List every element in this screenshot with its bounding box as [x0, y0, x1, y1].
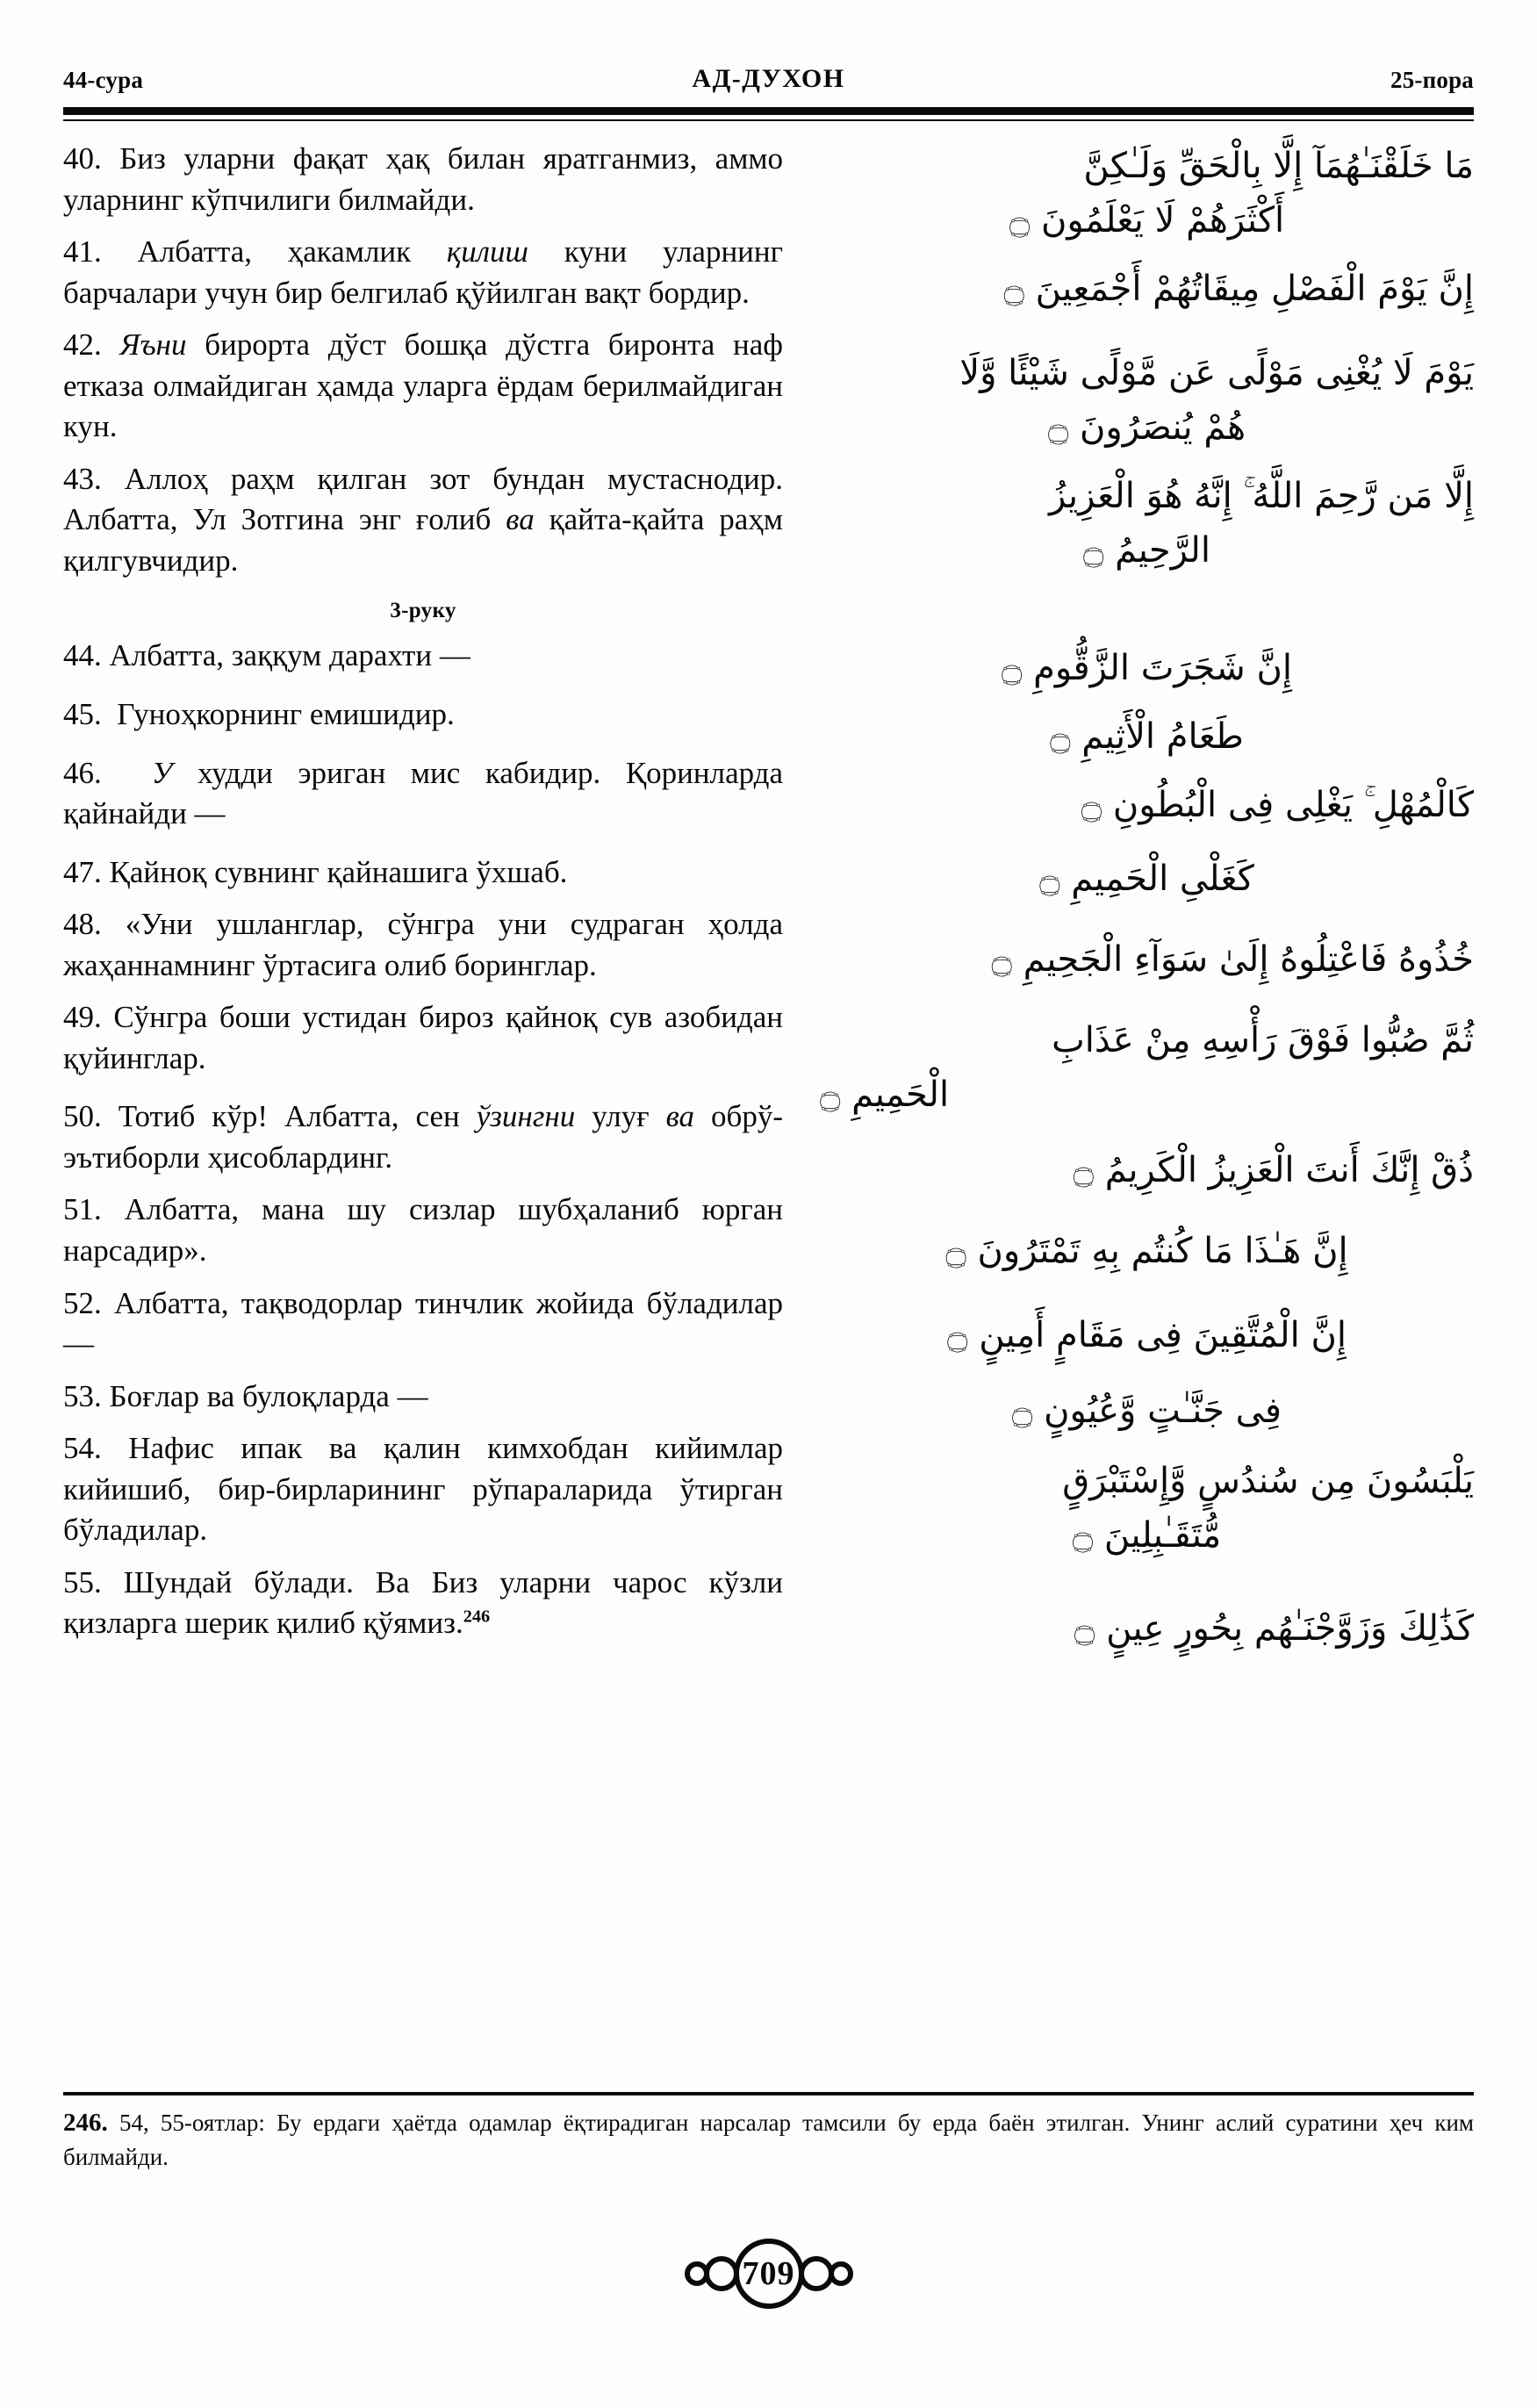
verse-45	[63, 694, 783, 736]
ayah-line: الرَّحِيمُ ۝	[1083, 530, 1210, 571]
verse-number: 43.	[63, 461, 102, 496]
verse-text: Албатта, тақводорлар тинчлик жойида бўладилар —	[63, 1285, 784, 1362]
ayah-line: إِنَّ هَـٰذَا مَا كُنتُم بِهِ تَمْتَرُونَ ۝	[945, 1231, 1348, 1271]
page-number: 709	[742, 2255, 795, 2292]
verse-number: 47.	[63, 854, 102, 889]
verse-text-cont-2: обрў-эътиборли ҳисоблардинг.	[63, 1099, 784, 1175]
verse-text: «Уни ушланглар, сўнгра уни судраган ҳолда жаҳаннамнинг ўртасига олиб боринглар.	[63, 907, 783, 982]
ayah-line: إِنَّ شَجَرَتَ الزَّقُّومِ ۝	[1001, 648, 1293, 688]
verse-text: Албатта, мана шу сизлар шубҳаланиб юрган нарсадир».	[63, 1192, 783, 1269]
ayah-line: طَعَامُ الْأَثِيمِ ۝	[1050, 716, 1244, 757]
ayah-47	[820, 852, 1474, 906]
ayah-line: إِنَّ الْمُتَّقِينَ فِى مَقَامٍ أَمِينٍ ۝	[947, 1315, 1347, 1355]
footnote	[63, 2105, 1474, 2174]
running-header	[63, 64, 1474, 94]
verse-number: 54.	[63, 1431, 102, 1466]
verse-text: Аллоҳ раҳм қилган зот бундан мустаснодир. Албатта, Ул Зотгина энг ғолиб	[63, 461, 783, 537]
verse-emphasis: У	[151, 755, 173, 790]
arabic-column	[820, 139, 1474, 1670]
verse-46	[63, 753, 783, 835]
verse-text: Тотиб кўр! Албатта, сен	[118, 1099, 477, 1134]
ayah-line: يَوْمَ لَا يُغْنِى مَوْلًى عَن مَّوْلًى شَيْئًا وَّلَا	[959, 353, 1474, 393]
verse-48	[63, 904, 783, 986]
verse-text-cont: куни уларнинг барчалари учун бир белгилаб қўйилган вақт бордир.	[63, 234, 783, 310]
verse-number: 52.	[63, 1285, 102, 1320]
page-number-area	[0, 2234, 1537, 2313]
ayah-55	[820, 1601, 1474, 1656]
ayah-line: كَالْمُهْلِ ۚ يَغْلِى فِى الْبُطُونِ ۝	[1081, 785, 1474, 825]
footnote-text: 54, 55-оятлар: Бу ердаги ҳаётда одамлар ёқтирадиган нарсалар тамсили бу ерда баён этилган. Унинг аслий суратини ҳеч ким билмайди.	[63, 2110, 1475, 2170]
ayah-43	[820, 469, 1474, 578]
verse-text: Боғлар ва булоқларда —	[109, 1378, 428, 1413]
body-columns	[63, 139, 1474, 2070]
ayah-line: يَلْبَسُونَ مِن سُندُسٍ وَّإِسْتَبْرَقٍ	[1062, 1461, 1474, 1501]
verse-text: Албатта, заққум дарахти —	[109, 638, 470, 673]
verse-51	[63, 1190, 783, 1271]
verse-number: 44.	[63, 638, 102, 673]
ayah-line: فِى جَنَّـٰتٍ وَّعُيُونٍ ۝	[1011, 1391, 1282, 1431]
page-title: АД-ДУХОН	[692, 64, 845, 93]
ayah-line: أَكْثَرَهُمْ لَا يَعْلَمُونَ ۝	[1009, 200, 1285, 241]
ayah-line: كَذَٰلِكَ وَزَوَّجْنَـٰهُم بِحُورٍ عِينٍ ۝	[1074, 1608, 1474, 1649]
verse-number: 49.	[63, 1000, 102, 1035]
verse-42	[63, 325, 783, 448]
ayah-40	[820, 139, 1474, 248]
ayah-46	[820, 778, 1474, 832]
verse-40	[63, 139, 783, 220]
verse-number: 51.	[63, 1192, 102, 1227]
verse-number: 55.	[63, 1564, 102, 1599]
verse-text: Қайноқ сувнинг қайнашига ўхшаб.	[109, 854, 568, 889]
verse-emphasis-2: ва	[665, 1099, 695, 1134]
verse-49	[63, 997, 783, 1079]
verse-50	[63, 1096, 783, 1178]
header-juz-label: 25-пора	[1390, 67, 1474, 93]
verse-55	[63, 1563, 783, 1644]
ayah-48	[820, 932, 1474, 987]
ayah-line: كَغَلْىِ الْحَمِيمِ ۝	[1039, 859, 1254, 899]
ayah-line: مُّتَقَـٰبِلِينَ ۝	[1072, 1515, 1222, 1556]
verse-54	[63, 1428, 783, 1551]
header-divider-thin	[63, 119, 1474, 121]
translation-column	[63, 139, 783, 1656]
ayah-41	[820, 262, 1474, 316]
ayah-42	[820, 346, 1474, 455]
ayah-44	[820, 641, 1474, 695]
header-surah-label: 44-сура	[63, 67, 144, 93]
verse-text-cont: улуғ	[575, 1099, 666, 1134]
verse-43	[63, 459, 783, 582]
verse-number: 40.	[63, 141, 102, 176]
ayah-line: ثُمَّ صُبُّوا فَوْقَ رَأْسِهِ مِنْ عَذَابِ	[1052, 1020, 1474, 1060]
ayah-line: خُذُوهُ فَاعْتِلُوهُ إِلَىٰ سَوَآءِ الْجَحِيمِ ۝	[991, 939, 1474, 980]
ayah-line: إِنَّ يَوْمَ الْفَصْلِ مِيقَاتُهُمْ أَجْمَعِينَ ۝	[1003, 269, 1474, 309]
ayah-50	[820, 1143, 1474, 1197]
ruku-heading: 3-руку	[390, 599, 456, 623]
verse-text: Гуноҳкорнинг емишидир.	[117, 697, 455, 732]
ayah-51	[820, 1224, 1474, 1278]
ayah-line: هُمْ يُنصَرُونَ ۝	[1047, 407, 1246, 448]
verse-44	[63, 636, 783, 677]
verse-emphasis: ва	[506, 502, 535, 537]
verse-text: Шундай бўлади. Ва Биз уларни чарос кўзли қизларга шерик қилиб қўямиз.	[63, 1564, 784, 1641]
ayah-52	[820, 1308, 1474, 1362]
verse-text-cont: худди эриган мис кабидир. Қоринларда қайнайди —	[63, 755, 784, 831]
footnote-reference[interactable]: 246	[463, 1607, 491, 1627]
verse-text: Биз уларни фақат ҳақ билан яратганмиз, аммо уларнинг кўпчилиги билмайди.	[63, 141, 783, 217]
ayah-line: الْحَمِيمِ ۝	[820, 1075, 950, 1115]
verse-47	[63, 852, 783, 894]
footnote-divider	[63, 2092, 1474, 2095]
verse-emphasis: қилиш	[446, 234, 528, 270]
verse-text-cont: бирорта дўст бошқа дўстга биронта наф етказа олмайдиган ҳамда уларга ёрдам берилмайдиган кун.	[63, 327, 783, 444]
ayah-45	[820, 709, 1474, 764]
verse-number: 48.	[63, 907, 102, 942]
ayah-line: إِلَّا مَن رَّحِمَ اللَّهُ ۚ إِنَّهُ هُوَ الْعَزِيزُ	[1048, 476, 1474, 516]
verse-number: 46.	[63, 755, 102, 790]
ayah-53	[820, 1384, 1474, 1438]
verse-number: 45.	[63, 697, 102, 732]
verse-emphasis: Яъни	[119, 327, 187, 363]
verse-emphasis: ўзингни	[476, 1099, 576, 1134]
verse-53	[63, 1377, 783, 1418]
verse-number: 53.	[63, 1378, 102, 1413]
verse-52	[63, 1283, 783, 1365]
verse-number: 42.	[63, 327, 102, 363]
verse-text: Албатта, ҳакамлик	[137, 234, 447, 270]
verse-number: 41.	[63, 234, 102, 270]
verse-41	[63, 232, 783, 313]
header-divider-thick	[63, 107, 1474, 115]
footnote-number: 246.	[63, 2109, 108, 2137]
ayah-line: ذُقْ إِنَّكَ أَنتَ الْعَزِيزُ الْكَرِيمُ ۝	[1073, 1150, 1474, 1190]
verse-text: Нафис ипак ва қалин кимхобдан кийимлар кийишиб, бир-бирларининг рўпараларида ўтирган бўладилар.	[63, 1431, 783, 1548]
verse-text-cont: қайта-қайта раҳм қилгувчидир.	[63, 502, 783, 578]
ayah-54	[820, 1454, 1474, 1563]
page-number-badge	[668, 2234, 870, 2313]
ayah-line: مَا خَلَقْنَـٰهُمَآ إِلَّا بِالْحَقِّ وَلَـٰكِنَّ	[1083, 146, 1474, 186]
verse-number: 50.	[63, 1099, 102, 1134]
ayah-49	[820, 1013, 1474, 1122]
verse-text: Сўнгра боши устидан бироз қайноқ сув азобидан қуйинглар.	[63, 1000, 783, 1075]
